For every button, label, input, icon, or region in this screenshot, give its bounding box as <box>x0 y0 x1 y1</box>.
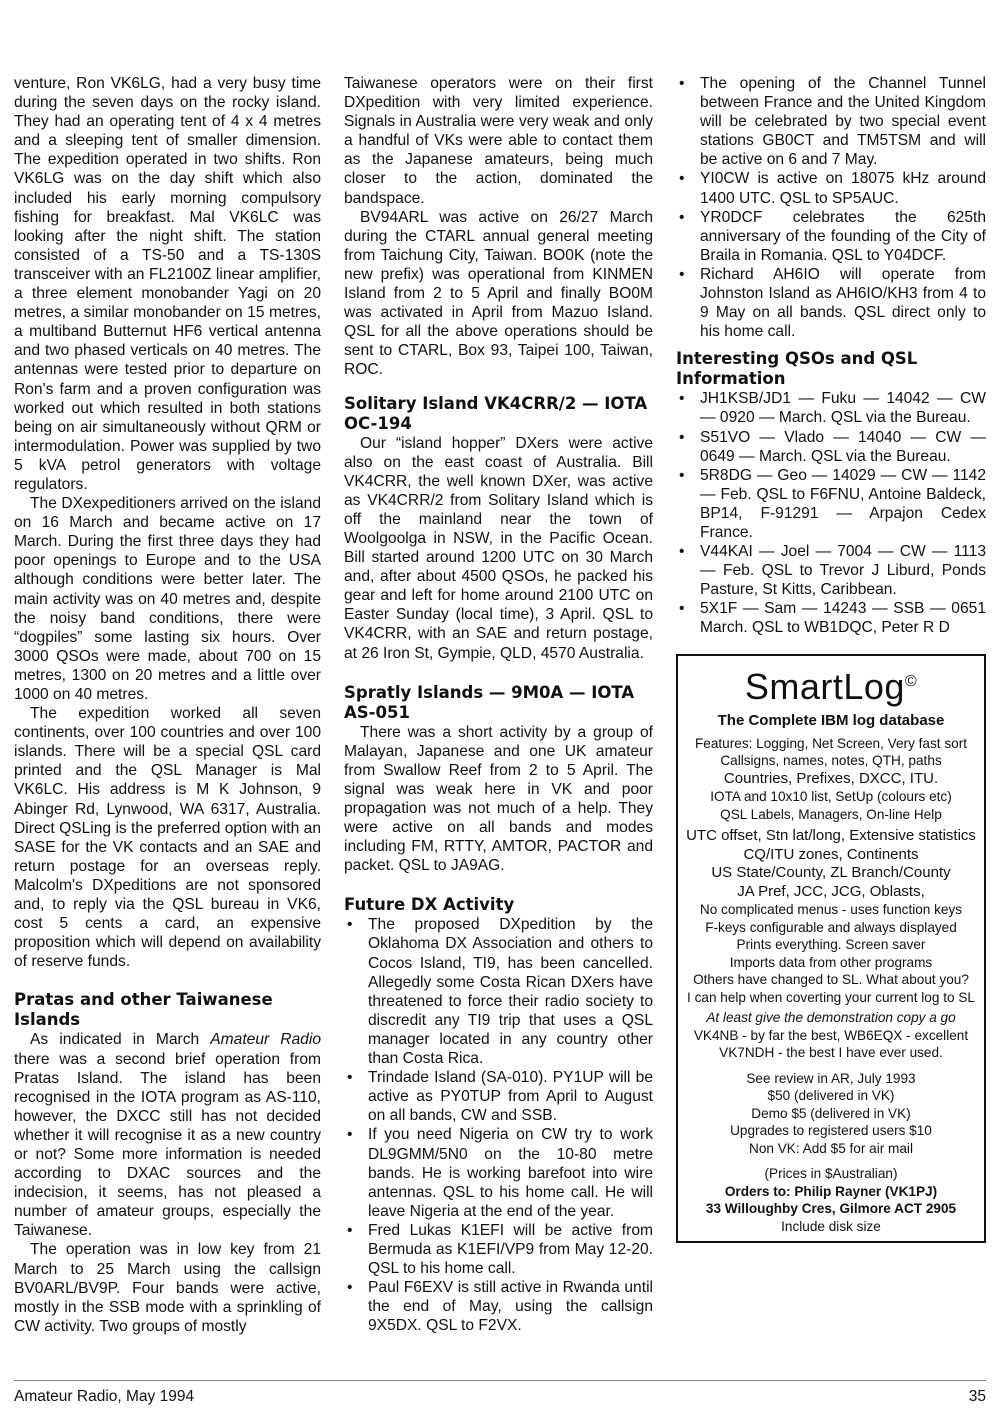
feature-line: Callsigns, names, notes, QTH, paths <box>720 753 942 769</box>
smartlog-advert <box>676 654 986 1244</box>
events-list <box>676 74 986 341</box>
orders-line: Orders to: Philip Rayner (VK1PJ) <box>724 1183 938 1199</box>
list-item: • The opening of the Channel Tunnel between France and the United Kingdom will be celebrated by two special event stations GB0CT and TM5TSM and will be active on 6 and 7 May. <box>679 75 986 169</box>
list-item: • Trindade Island (SA-010). PY1UP will be active as PY0TUP from April to August on all bands, CW and SSB. <box>347 1069 653 1125</box>
currency-note: (Prices in $Australian) <box>764 1166 898 1182</box>
testimonials: VK4NB - by far the best, WB6EQX - excellent VK7NDH - the best I have ever used. <box>693 1027 969 1061</box>
feature-line: US State/County, ZL Branch/County <box>711 864 951 882</box>
qso-list <box>676 389 986 637</box>
paragraph: The expedition worked all seven continents, over 100 countries and over 100 islands. There will be a special QSL card printed and the QSL Manager is Mal VK6LC. His address is M K Johnson, 9 Abinger Rd, Lynwood, WA 6317, Australia. Direct QSLing is the preferred option with an SASE for the VK contacts and an SAE and return postage for an overseas reply. Malcolm's DXpeditions are not sponsored and, to reply via the QSL bureau in VK6, cost 5 cents a card, an expensive proposition which will depend on availability of reserve funds. <box>14 705 321 971</box>
paragraph: Our “island hopper” DXers were active also on the east coast of Australia. Bill VK4CRR, the well known DXer, was active as VK4CRR/2 from Solitary Island which is off the mainland near the town of Woolgoolga in NSW, in the Pacific Ocean. Bill started around 1200 UTC on 30 March and, after about 4500 QSOs, he packed his gear and left for home around 2100 UTC on Easter Sunday (local time), 3 April. QSL to VK4CRR, with an SAE and return postage, at 26 Iron St, Gympie, QLD, 4570 Australia. <box>344 434 653 662</box>
list-item: • S51VO — Vlado — 14040 — CW — 0649 — March. QSL via the Bureau. <box>679 428 986 465</box>
feature-line: JA Pref, JCC, JCG, Oblasts, <box>737 882 925 900</box>
price-line: Non VK: Add $5 for air mail <box>749 1140 913 1156</box>
feature-line: Countries, Prefixes, DXCC, ITU. <box>723 769 939 787</box>
list-item: • JH1KSB/JD1 — Fuku — 14042 — CW — 0920 — March. QSL via the Bureau. <box>679 390 986 427</box>
feature-line: Imports data from other programs <box>729 954 933 970</box>
paragraph: BV94ARL was active on 26/27 March during the CTARL annual general meeting from Taichung City, Taiwan. BO0K (note the new prefix) was operational from KINMEN Island from 2 to 5 April and finally BO0M was activated in April from Mazuo Island. QSL for all the above operations should be sent to CTARL, Box 93, Taipei 100, Taiwan, ROC. <box>344 208 653 379</box>
feature-line: I can help when coverting your current log to SL <box>687 989 975 1005</box>
feature-line: Features: Logging, Net Screen, Very fast sort <box>694 735 967 751</box>
feature-line: UTC offset, Stn lat/long, Extensive statistics <box>686 827 976 845</box>
heading-spratly: Spratly Islands — 9M0A — IOTA AS-051 <box>344 682 635 722</box>
list-item: • Richard AH6IO will operate from Johnston Island as AH6IO/KH3 from 4 to 9 May on all bands. QSL direct only to his home call. <box>679 265 986 341</box>
price-line: Demo $5 (delivered in VK) <box>751 1105 911 1121</box>
price-line: $50 (delivered in VK) <box>767 1088 895 1104</box>
list-item: • Paul F6EXV is still active in Rwanda until the end of May, using the callsign 9X5DX. QSL to F2VX. <box>347 1279 653 1335</box>
feature-line: CQ/ITU zones, Continents <box>743 845 919 863</box>
feature-line: Prints everything. Screen saver <box>736 937 926 953</box>
paragraph: As indicated in March Amateur Radio there was a second brief operation from Pratas Island. The island has been recognised in the IOTA program as AS-110, however, the DXCC still has not decided whether it will recognise it as a new country or not? Some more information is needed according to DXAC sources and the indecision, it seems, has not pleased a number of amateur groups, especially the Taiwanese. <box>14 1031 321 1240</box>
feature-line: No complicated menus - uses function keys <box>699 902 963 918</box>
paragraph: Taiwanese operators were on their first DXpedition with very limited experience. Signals in Australia were very weak and only a handful of VKs were able to contact them as the Japanese amateurs, being much closer to the action, dominated the bandspace. <box>344 75 653 207</box>
price-line: Upgrades to registered users $10 <box>730 1123 932 1139</box>
column-3 <box>676 74 986 1243</box>
footer-publication: Amateur Radio, May 1994 <box>14 1388 195 1405</box>
advert-subtitle: The Complete IBM log database <box>717 711 945 729</box>
paragraph: venture, Ron VK6LG, had a very busy time during the seven days on the rocky island. They had an operating tent of 4 x 4 metres and a sleeping tent of smaller dimension. The expedition operated in two shifts. Ron VK6LG was on the day shift which also included his early morning compulsory fishing for breakfast. Mal VK6LC was looking after the night shift. The station consisted of a TS-50 and a TS-130S transceiver with an FL2100Z linear amplifier, a three element monobander Yagi on 20 metres, a similar monobander on 15 metres, a multiband Butternut HF6 vertical antenna and two phased verticals on 40 metres. The antennas were tested prior to departure on Ron's farm and a proven configuration was worked out which resulted in both stations being on air simultaneously without QRM or intermodulation. Power was supplied by two 5 kVA petrol generators with voltage regulators. <box>14 75 321 493</box>
paragraph: There was a short activity by a group of Malayan, Japanese and one UK amateur from Swallow Reef from 2 to 5 April. The signal was weak here in VK and poor propagation was not much of a help. They were active on all bands and modes including FM, RTTY, AMTOR, PACTOR and packet. QSL to JA9AG. <box>344 723 653 875</box>
disk-note: Include disk size <box>781 1218 881 1234</box>
feature-line: QSL Labels, Managers, On-line Help <box>720 806 942 822</box>
footer-rule <box>14 1380 986 1381</box>
heading-solitary: Solitary Island VK4CRR/2 — IOTA OC-194 <box>344 393 648 433</box>
heading-pratas: Pratas and other Taiwanese Islands <box>14 990 273 1030</box>
list-item: • The proposed DXpedition by the Oklahoma DX Association and others to Cocos Island, TI9, has been cancelled. Allegedly some Costa Rican DXers have threatened to force their radio society to discredit any TI9 trip that uses a QSL manager located in any country other than Costa Rica. <box>347 916 653 1068</box>
demo-line: At least give the demonstration copy a go <box>706 1010 956 1026</box>
feature-line: Others have changed to SL. What about you? <box>693 972 969 988</box>
list-item: • 5X1F — Sam — 14243 — SSB — 0651 March. QSL to WB1DQC, Peter R D <box>679 600 986 637</box>
heading-interesting-qsos: Interesting QSOs and QSL Information <box>676 349 918 389</box>
list-item: • 5R8DG — Geo — 14029 — CW — 1142 — Feb. QSL to F6FNU, Antoine Baldeck, BP14, F-91291 — Arpajon Cedex France. <box>679 466 986 541</box>
list-item: • YI0CW is active on 18075 kHz around 1400 UTC. QSL to SP5AUC. <box>679 170 986 207</box>
column-2 <box>344 74 653 1335</box>
address-line: 33 Willoughby Cres, Gilmore ACT 2905 <box>705 1201 957 1217</box>
feature-line: F-keys configurable and always displayed <box>705 919 957 935</box>
review-line: See review in AR, July 1993 <box>746 1070 916 1086</box>
page-number: 35 <box>968 1388 986 1405</box>
list-item: • If you need Nigeria on CW try to work DL9GMM/5N0 on the 10-80 metre bands. He is working barefoot into wire antennas. QSL to his home call. He will leave Nigeria at the end of the year. <box>347 1126 653 1220</box>
list-item: • Fred Lukas K1EFI will be active from Bermuda as K1EFI/VP9 from May 12-20. QSL to his home call. <box>347 1221 653 1278</box>
advert-title: SmartLog© <box>744 665 918 707</box>
feature-line: IOTA and 10x10 list, SetUp (colours etc) <box>710 789 952 805</box>
heading-future-dx: Future DX Activity <box>344 895 515 915</box>
paragraph: The operation was in low key from 21 March to 25 March using the callsign BV0ARL/BV9P. Four bands were active, mostly in the SSB mode with a sprinkling of CW activity. Two groups of mostly <box>14 1241 321 1335</box>
list-item: • YR0DCF celebrates the 625th anniversary of the founding of the City of Braila in Romania. QSL to Y04DCF. <box>679 208 986 264</box>
column-1 <box>14 74 321 1336</box>
paragraph: The DXexpeditioners arrived on the island on 16 March and became active on 17 March. During the first three days they had poor openings to Europe and to the USA although conditions were better later. The main activity was on 40 metres and, despite the noisy band conditions, there were “dogpiles” some lasting six hours. Over 3000 QSOs were made, about 700 on 15 metres, 1300 on 20 metres and a little over 1000 on 40 metres. <box>14 495 321 703</box>
list-item: • V44KAI — Joel — 7004 — CW — 1113 — Feb. QSL to Trevor J Liburd, Ponds Pasture, St Kitts, Caribbean. <box>679 543 986 599</box>
future-dx-list <box>344 915 653 1335</box>
